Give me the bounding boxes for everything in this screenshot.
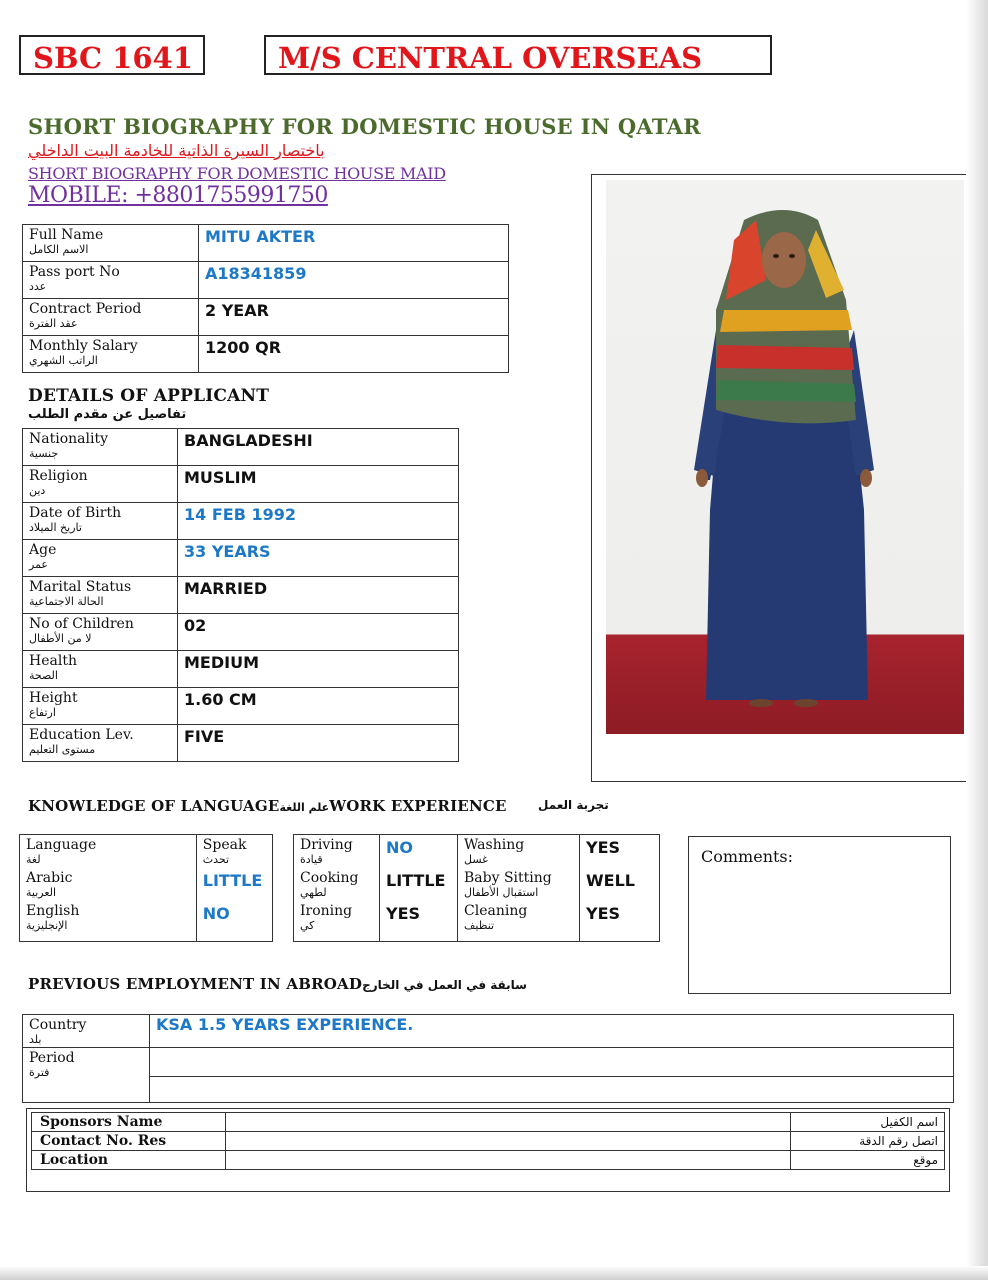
detail-label: Education Lev. xyxy=(29,727,134,743)
language-heading: KNOWLEDGE OF LANGUAGEعلم اللغةWORK EXPERIENCE xyxy=(28,797,507,815)
detail-value: BANGLADESHI xyxy=(184,431,313,450)
work-value: YES xyxy=(586,904,621,923)
detail-label-arabic: مستوى التعليم xyxy=(29,743,96,756)
previous-employment-table xyxy=(22,1014,954,1103)
detail-row xyxy=(23,429,459,466)
reference-number: SBC 1641 xyxy=(33,41,193,75)
detail-row xyxy=(23,688,459,725)
country-row: Country بلد KSA 1.5 YEARS EXPERIENCE. xyxy=(23,1015,954,1048)
work-value: YES xyxy=(586,838,621,857)
sponsor-label-arabic: اتصل رقم الدقة xyxy=(859,1134,938,1148)
previous-employment-heading: PREVIOUS EMPLOYMENT IN ABROADسابقة في العمل في الخارج xyxy=(28,975,527,993)
top-info-row xyxy=(23,336,509,373)
detail-label-arabic: دين xyxy=(29,484,46,497)
detail-row xyxy=(23,651,459,688)
field-label-arabic: الراتب الشهري xyxy=(29,354,98,367)
sponsor-label: Location xyxy=(40,1152,109,1168)
work-label-arabic: استقبال الأطفال xyxy=(464,886,539,899)
detail-value: MARRIED xyxy=(184,579,268,598)
work-label-arabic: تنظيف xyxy=(464,919,495,932)
detail-label-arabic: الحالة الاجتماعية xyxy=(29,595,104,608)
sponsor-row xyxy=(32,1151,945,1170)
detail-value: 14 FEB 1992 xyxy=(184,505,296,524)
top-info-table xyxy=(22,224,509,373)
main-title: SHORT BIOGRAPHY FOR DOMESTIC HOUSE IN QATAR xyxy=(28,114,701,139)
details-heading: DETAILS OF APPLICANT xyxy=(28,386,270,406)
top-info-row xyxy=(23,225,509,262)
country-value: KSA 1.5 YEARS EXPERIENCE. xyxy=(156,1015,414,1034)
arabic-title: باختصار السيرة الذاتية للخادمة البيت الداخلي xyxy=(28,141,325,160)
field-label-arabic: الاسم الكامل xyxy=(29,243,89,256)
work-heading-arabic: تجربة العمل xyxy=(538,798,609,812)
detail-row xyxy=(23,503,459,540)
sponsor-label-arabic: موقع xyxy=(913,1153,938,1167)
work-value: YES xyxy=(386,904,421,923)
details-heading-arabic: تفاصيل عن مقدم الطلب xyxy=(28,407,187,422)
work-label-arabic: غسل xyxy=(464,853,488,866)
detail-label: Height xyxy=(29,690,78,706)
work-row xyxy=(294,901,660,942)
detail-label: Marital Status xyxy=(29,579,132,595)
language-row: English الإنجليزية NO xyxy=(20,901,273,942)
detail-value: 1.60 CM xyxy=(184,690,257,709)
sponsor-label-arabic: اسم الكفيل xyxy=(880,1115,938,1129)
detail-row xyxy=(23,540,459,577)
page-bottom-shadow xyxy=(0,1266,988,1280)
field-value: 2 YEAR xyxy=(205,301,269,320)
detail-row xyxy=(23,614,459,651)
top-info-row xyxy=(23,299,509,336)
work-experience-table xyxy=(293,834,660,942)
field-label: Monthly Salary xyxy=(29,338,138,354)
detail-label-arabic: جنسية xyxy=(29,447,59,460)
field-value: A18341859 xyxy=(205,264,307,283)
work-label: Driving xyxy=(300,837,353,853)
detail-label-arabic: لا من الأطفال xyxy=(29,632,92,645)
detail-value: 02 xyxy=(184,616,207,635)
comments-label: Comments: xyxy=(701,847,794,866)
comments-box[interactable] xyxy=(688,836,951,994)
work-label: Ironing xyxy=(300,903,353,919)
sponsor-box xyxy=(26,1108,950,1192)
applicant-photo xyxy=(606,180,964,734)
field-label-arabic: عقد الفترة xyxy=(29,317,78,330)
sponsor-row xyxy=(32,1132,945,1151)
detail-label-arabic: تاريخ الميلاد xyxy=(29,521,82,534)
work-row xyxy=(294,835,660,869)
sponsor-label: Sponsors Name xyxy=(40,1114,163,1130)
field-value: 1200 QR xyxy=(205,338,282,357)
subtitle: SHORT BIOGRAPHY FOR DOMESTIC HOUSE MAID xyxy=(28,164,446,183)
work-label: Cooking xyxy=(300,870,359,886)
detail-value: MEDIUM xyxy=(184,653,259,672)
detail-row xyxy=(23,466,459,503)
detail-value: 33 YEARS xyxy=(184,542,271,561)
mobile-number[interactable]: MOBILE: +8801755991750 xyxy=(28,183,328,208)
detail-label: Age xyxy=(29,542,57,558)
language-header-row: Language لغة Speak تحدث xyxy=(20,835,273,869)
reference-box xyxy=(19,35,205,75)
detail-row xyxy=(23,725,459,762)
work-value: NO xyxy=(386,838,413,857)
sponsor-input[interactable] xyxy=(226,1113,791,1132)
detail-label-arabic: عمر xyxy=(29,558,48,571)
detail-value: MUSLIM xyxy=(184,468,257,487)
top-info-row xyxy=(23,262,509,299)
work-label-arabic: قيادة xyxy=(300,853,323,866)
detail-label: Nationality xyxy=(29,431,108,447)
sponsor-input[interactable] xyxy=(226,1132,791,1151)
detail-label: Date of Birth xyxy=(29,505,122,521)
person-illustration xyxy=(606,180,964,734)
detail-label: No of Children xyxy=(29,616,134,632)
language-table xyxy=(19,834,273,942)
agency-box xyxy=(264,35,772,75)
sponsor-input[interactable] xyxy=(226,1151,791,1170)
work-label-arabic: كي xyxy=(300,919,315,932)
work-label: Cleaning xyxy=(464,903,528,919)
work-value: LITTLE xyxy=(386,871,446,890)
detail-value: FIVE xyxy=(184,727,225,746)
detail-row xyxy=(23,577,459,614)
sponsor-row xyxy=(32,1113,945,1132)
field-label-arabic: عدد xyxy=(29,280,47,293)
detail-label: Religion xyxy=(29,468,88,484)
page-edge-shadow xyxy=(966,0,988,1280)
detail-label-arabic: ارتفاع xyxy=(29,706,56,719)
details-table xyxy=(22,428,459,762)
sponsor-label: Contact No. Res xyxy=(40,1133,167,1149)
work-label: Baby Sitting xyxy=(464,870,552,886)
period-row: Period فترة xyxy=(23,1048,954,1103)
language-row: Arabic العربية LITTLE xyxy=(20,868,273,901)
detail-label-arabic: الصحة xyxy=(29,669,58,682)
work-value: WELL xyxy=(586,871,635,890)
work-label: Washing xyxy=(464,837,525,853)
field-label: Contract Period xyxy=(29,301,142,317)
detail-label: Health xyxy=(29,653,77,669)
work-row xyxy=(294,868,660,901)
agency-name: M/S CENTRAL OVERSEAS xyxy=(278,41,703,75)
field-label: Full Name xyxy=(29,227,104,243)
field-label: Pass port No xyxy=(29,264,120,280)
sponsor-table xyxy=(31,1112,945,1170)
field-value: MITU AKTER xyxy=(205,227,316,246)
work-label-arabic: لطهي xyxy=(300,886,327,899)
